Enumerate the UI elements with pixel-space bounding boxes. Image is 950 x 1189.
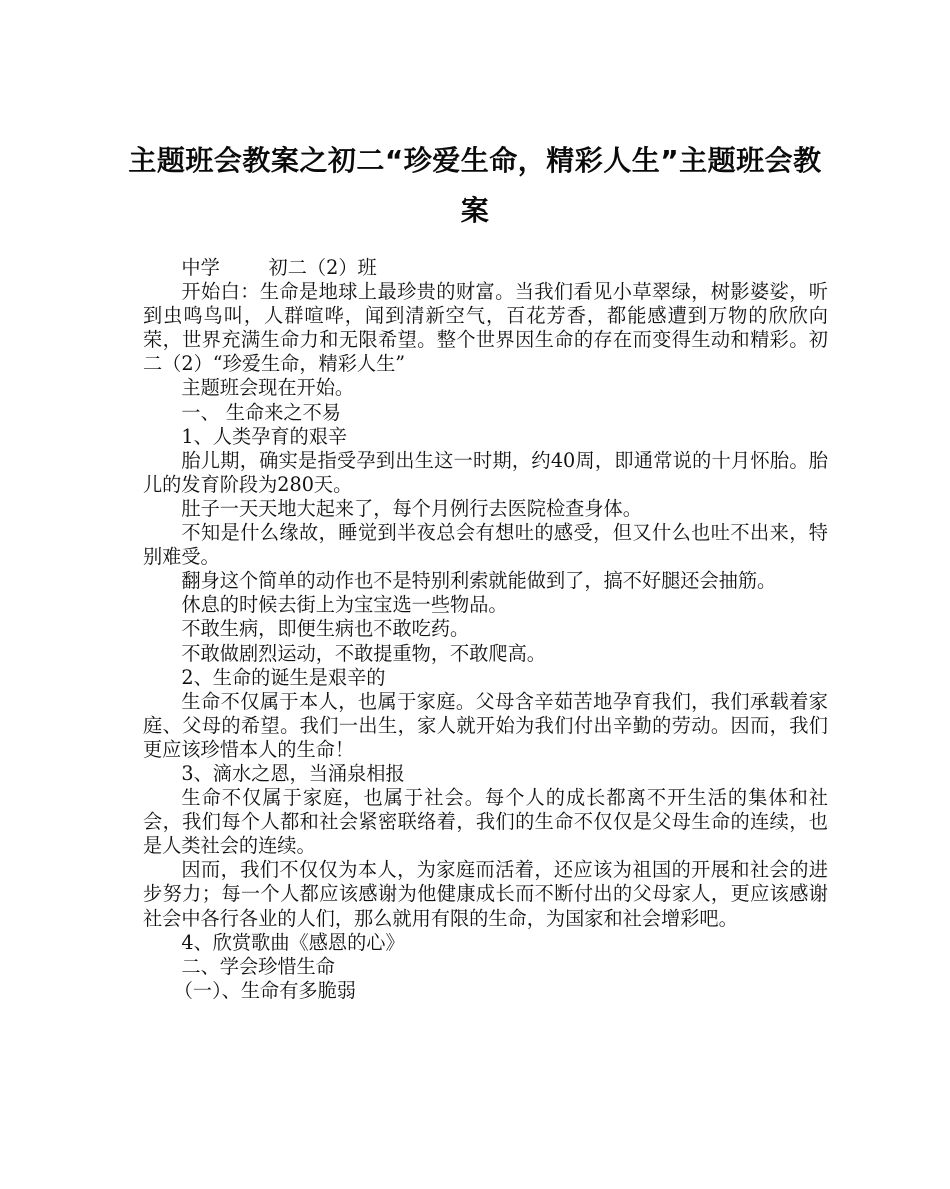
subheading-1-1: 1、人类孕育的艰辛	[181, 424, 348, 448]
subheading-2-1: （一）、生命有多脆弱	[173, 978, 356, 1002]
document-body	[143, 256, 828, 1003]
paragraph-fetal-period: 胎儿期，确实是指受孕到出生这一时期，约40周，即通常说的十月怀胎。胎儿的发育阶段为280天。	[143, 448, 828, 496]
paragraph-nausea: 不知是什么缘故，睡觉到半夜总会有想吐的感受，但又什么也吐不出来，特别难受。	[143, 521, 828, 569]
paragraph-no-exercise: 不敢做剧烈运动，不敢提重物，不敢爬高。	[181, 641, 546, 665]
document-title: 主题班会教案之初二“珍爱生命，精彩人生”主题班会教案	[128, 144, 822, 227]
paragraph-turning-over: 翻身这个简单的动作也不是特别利索就能做到了，搞不好腿还会抽筋。	[181, 569, 777, 593]
paragraph-meeting-start: 主题班会现在开始。	[181, 376, 355, 400]
paragraph-life-belongs-society: 生命不仅属于家庭，也属于社会。每个人的成长都离不开生活的集体和社会，我们每个人都和社会紧密联络着，我们的生命不仅仅是父母生命的连续，也是人类社会的连续。	[143, 786, 828, 858]
subheading-1-4: 4、欣赏歌曲《感恩的心》	[181, 930, 405, 954]
section-heading-1: 一、 生命来之不易	[181, 400, 341, 424]
paragraph-no-illness: 不敢生病，即便生病也不敢吃药。	[181, 617, 470, 641]
paragraph-opening: 开始白：生命是地球上最珍贵的财富。当我们看见小草翠绿，树影婆娑，听到虫鸣鸟叫，人群喧哗，闻到清新空气，百花芳香，都能感遭到万物的欣欣向荣，世界充满生命力和无限希望。整个世界因生命的存在而变得生动和精彩。初二（2）“珍爱生命，精彩人生”	[143, 280, 828, 376]
paragraph-belly-growing: 肚子一天天地大起来了，每个月例行去医院检查身体。	[181, 496, 642, 520]
subheading-1-3: 3、滴水之恩，当涌泉相报	[181, 761, 405, 785]
subheading-1-2: 2、生命的诞生是艰辛的	[181, 665, 386, 689]
paragraph-life-belongs-family: 生命不仅属于本人，也属于家庭。父母含辛茹苦地孕育我们，我们承载着家庭、父母的希望。我们一出生，家人就开始为我们付出辛勤的劳动。因而，我们更应该珍惜本人的生命！	[143, 689, 828, 761]
paragraph-gratitude: 因而，我们不仅仅为本人，为家庭而活着，还应该为祖国的开展和社会的进步努力；每一个人都应该感谢为他健康成长而不断付出的父母家人，更应该感谢社会中各行各业的人们，那么就用有限的生命，为国家和社会增彩吧。	[143, 858, 828, 930]
paragraph-shopping: 休息的时候去街上为宝宝选一些物品。	[181, 593, 508, 617]
school-class-line: 中学 初二（2）班	[181, 256, 377, 279]
section-heading-2: 二、学会珍惜生命	[181, 954, 335, 978]
